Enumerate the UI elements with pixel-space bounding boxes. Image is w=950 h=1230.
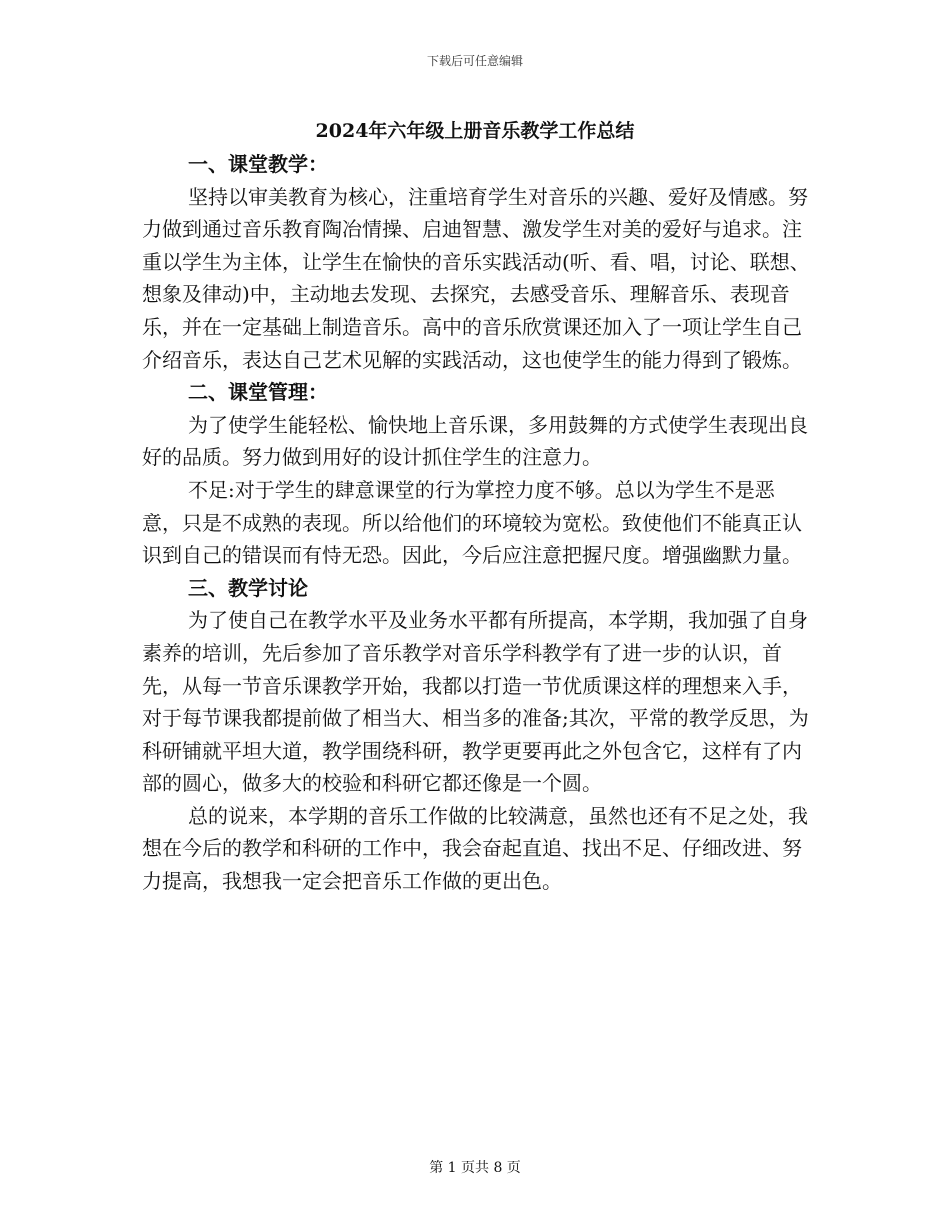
section-heading-2: 二、课堂管理：: [188, 380, 328, 405]
document-body: [142, 148, 810, 898]
section-3-paragraph-2: 总的说来，本学期的音乐工作做的比较满意，虽然也还有不足之处，我想在今后的教学和科研的工作中，我会奋起直追、找出不足、仔细改进、努力提高，我想我一定会把音乐工作做的更出色。: [142, 803, 808, 894]
page-number-footer: 第 1 页共 8 页: [429, 1160, 521, 1176]
page-header-note: 下载后可任意编辑: [426, 54, 523, 68]
section-3-paragraph-1: 为了使自己在教学水平及业务水平都有所提高，本学期，我加强了自身素养的培训，先后参加了音乐教学对音乐学科教学有了进一步的认识，首先，从每一节音乐课教学开始，我都以打造一节优质课这样的理想来入手，对于每节课我都提前做了相当大、相当多的准备;其次，平常的教学反思，为科研铺就平坦大道，教学围绕科研，教学更要再此之外包含它，这样有了内部的圆心，做多大的校验和科研它都还像是一个圆。: [142, 608, 809, 796]
section-heading-3: 三、教学讨论: [188, 575, 308, 600]
section-2-paragraph-1: 为了使学生能轻松、愉快地上音乐课，多用鼓舞的方式使学生表现出良好的品质。努力做到用好的设计抓住学生的注意力。: [142, 412, 808, 470]
section-1-paragraph-1: 坚持以审美教育为核心，注重培育学生对音乐的兴趣、爱好及情感。努力做到通过音乐教育陶冶情操、启迪智慧、激发学生对美的爱好与追求。注重以学生为主体，让学生在愉快的音乐实践活动(听、看、唱，讨论、联想、想象及律动)中，主动地去发现、去探究，去感受音乐、理解音乐、表现音乐，并在一定基础上制造音乐。高中的音乐欣赏课还加入了一项让学生自己介绍音乐，表达自己艺术见解的实践活动，这也使学生的能力得到了锻炼。: [142, 184, 810, 372]
section-heading-1: 一、课堂教学：: [188, 152, 328, 176]
section-2-paragraph-2: 不足:对于学生的肆意课堂的行为掌控力度不够。总以为学生不是恶意，只是不成熟的表现。所以给他们的环境较为宽松。致使他们不能真正认识到自己的错误而有恃无恐。因此，今后应注意把握尺度。增强幽默力量。: [142, 477, 802, 568]
document-title: 2024年六年级上册音乐教学工作总结: [315, 120, 635, 142]
